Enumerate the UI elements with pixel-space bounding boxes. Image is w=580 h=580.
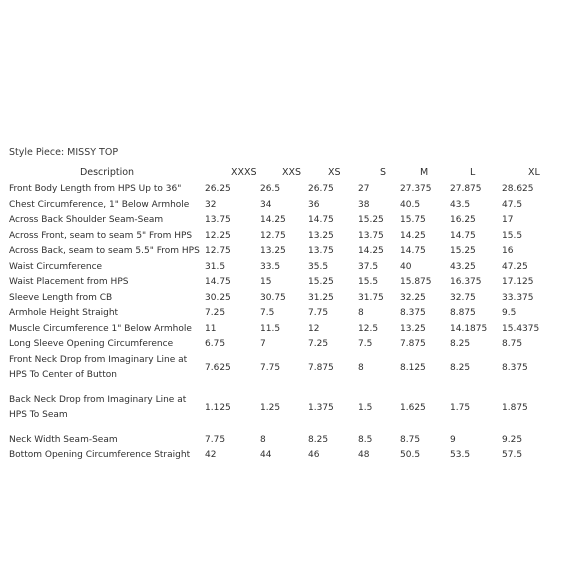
measurement-cell: 40: [400, 261, 412, 272]
measurement-cell: 7.875: [400, 339, 426, 349]
measurement-cell: 8.25: [450, 362, 471, 373]
measurement-cell: 14.75: [450, 230, 476, 241]
measurement-cell: 30.75: [260, 292, 286, 303]
measurement-cell: 15.5: [358, 277, 379, 287]
header-size-xxxs: XXXS: [231, 167, 257, 178]
measurement-cell: 14.25: [260, 215, 286, 225]
measurement-cell: 7.5: [260, 308, 275, 318]
measurement-cell: 15.25: [358, 215, 384, 225]
measurement-cell: 12.75: [260, 230, 286, 241]
header-description: Description: [79, 167, 135, 178]
measurement-cell: 33.5: [260, 261, 281, 272]
measurement-cell: 1.25: [260, 402, 281, 413]
measurement-cell: 27: [358, 184, 370, 194]
measurement-cell: 1.625: [400, 402, 426, 413]
measurement-cell: 17.125: [502, 277, 534, 287]
measurement-cell: 31.25: [308, 292, 334, 303]
style-piece-title: Style Piece: MISSY TOP: [9, 147, 119, 158]
measurement-cell: 11.5: [260, 323, 281, 334]
measurement-cell: 47.5: [502, 199, 523, 210]
measurement-cell: 33.375: [502, 292, 534, 303]
row-description: Muscle Circumference 1" Below Armhole: [9, 323, 192, 334]
table-row: [9, 353, 552, 393]
measurement-cell: 26.25: [205, 184, 231, 194]
measurement-cell: 26.5: [260, 184, 281, 194]
measurement-cell: 42: [205, 450, 217, 460]
header-size-xxs: XXS: [282, 167, 302, 178]
measurement-cell: 14.75: [205, 277, 231, 287]
measurement-cell: 15.875: [400, 277, 432, 287]
measurement-cell: 7.875: [308, 362, 334, 373]
measurement-cell: 16.25: [450, 215, 476, 225]
measurement-cell: 38: [358, 199, 370, 210]
measurement-cell: 48: [358, 450, 370, 460]
row-description: Back Neck Drop from Imaginary Line at HPS To Seam: [9, 394, 187, 420]
measurement-cell: 40.5: [400, 199, 421, 210]
measurement-cell: 12.5: [358, 323, 379, 334]
measurement-cell: 8.375: [400, 308, 426, 318]
measurement-table: [9, 167, 552, 464]
header-size-m: M: [420, 167, 429, 178]
table-row: [9, 244, 552, 260]
measurement-cell: 44: [260, 450, 272, 460]
measurement-cell: 8.5: [358, 434, 373, 445]
table-row: [9, 275, 552, 291]
measurement-cell: 32: [205, 199, 217, 210]
measurement-cell: 14.1875: [450, 323, 488, 334]
row-description: Armhole Height Straight: [9, 308, 119, 318]
table-row: [9, 337, 552, 353]
measurement-cell: 7.75: [260, 362, 281, 373]
measurement-cell: 50.5: [400, 450, 421, 460]
measurement-cell: 8.375: [502, 362, 528, 373]
measurement-cell: 35.5: [308, 261, 329, 272]
measurement-cell: 30.25: [205, 292, 231, 303]
measurement-cell: 8.25: [450, 339, 471, 349]
measurement-cell: 12: [308, 323, 320, 334]
row-description: Bottom Opening Circumference Straight: [9, 450, 191, 460]
table-row: [9, 198, 552, 214]
measurement-cell: 7: [260, 339, 266, 349]
measurement-cell: 8.125: [400, 362, 426, 373]
table-row: [9, 322, 552, 338]
measurement-cell: 9: [450, 434, 456, 445]
table-row: [9, 393, 552, 433]
measurement-cell: 12.75: [205, 246, 231, 256]
measurement-cell: 1.375: [308, 402, 334, 413]
row-description: Across Back Shoulder Seam-Seam: [9, 215, 164, 225]
measurement-cell: 15.25: [450, 246, 476, 256]
row-description: Chest Circumference, 1" Below Armhole: [9, 199, 190, 210]
table-row: [9, 213, 552, 229]
table-row: [9, 182, 552, 198]
measurement-cell: 1.125: [205, 402, 231, 413]
measurement-cell: 31.5: [205, 261, 226, 272]
measurement-cell: 8.75: [502, 339, 523, 349]
measurement-cell: 27.875: [450, 184, 482, 194]
header-row: [9, 167, 552, 182]
measurement-cell: 43.25: [450, 261, 476, 272]
table-row: [9, 448, 552, 464]
measurement-cell: 7.5: [358, 339, 373, 349]
measurement-cell: 16.375: [450, 277, 482, 287]
measurement-cell: 32.25: [400, 292, 426, 303]
measurement-cell: 57.5: [502, 450, 523, 460]
measurement-cell: 47.25: [502, 261, 528, 272]
measurement-cell: 43.5: [450, 199, 471, 210]
header-size-xl: XL: [528, 167, 540, 178]
measurement-cell: 14.75: [308, 215, 334, 225]
measurement-cell: 8: [358, 362, 364, 373]
table-row: [9, 291, 552, 307]
measurement-cell: 8: [260, 434, 266, 445]
measurement-cell: 13.25: [400, 323, 426, 334]
measurement-cell: 17: [502, 215, 514, 225]
measurement-cell: 14.75: [400, 246, 426, 256]
measurement-cell: 13.25: [308, 230, 334, 241]
measurement-cell: 1.5: [358, 402, 373, 413]
measurement-cell: 13.75: [205, 215, 231, 225]
measurement-cell: 32.75: [450, 292, 476, 303]
row-description: Across Front, seam to seam 5" From HPS: [9, 230, 193, 241]
row-description: Long Sleeve Opening Circumference: [9, 339, 174, 349]
measurement-cell: 7.625: [205, 362, 231, 373]
measurement-cell: 15.4375: [502, 323, 540, 334]
measurement-cell: 1.75: [450, 402, 471, 413]
measurement-cell: 6.75: [205, 339, 226, 349]
measurement-cell: 53.5: [450, 450, 471, 460]
measurement-cell: 36: [308, 199, 320, 210]
measurement-cell: 15.75: [400, 215, 426, 225]
measurement-cell: 15.5: [502, 230, 523, 241]
row-description: Waist Circumference: [9, 261, 103, 272]
measurement-cell: 9.5: [502, 308, 517, 318]
row-description: Waist Placement from HPS: [9, 277, 129, 287]
measurement-cell: 46: [308, 450, 320, 460]
row-description: Front Body Length from HPS Up to 36": [9, 184, 182, 194]
row-description: Neck Width Seam-Seam: [9, 434, 118, 445]
table-row: [9, 433, 552, 449]
measurement-cell: 9.25: [502, 434, 523, 445]
measurement-cell: 8.75: [400, 434, 421, 445]
measurement-cell: 28.625: [502, 184, 534, 194]
measurement-cell: 7.75: [205, 434, 226, 445]
measurement-cell: 13.75: [358, 230, 384, 241]
measurement-cell: 11: [205, 323, 217, 334]
measurement-cell: 13.75: [308, 246, 334, 256]
measurement-cell: 1.875: [502, 402, 528, 413]
measurement-cell: 8: [358, 308, 364, 318]
measurement-cell: 15: [260, 277, 272, 287]
table-row: [9, 260, 552, 276]
row-description: Across Back, seam to seam 5.5" From HPS: [9, 246, 200, 256]
measurement-cell: 14.25: [400, 230, 426, 241]
row-description: Front Neck Drop from Imaginary Line at HPS To Center of Button: [9, 354, 188, 380]
measurement-cell: 16: [502, 246, 514, 256]
header-size-l: L: [470, 167, 476, 178]
measurement-cell: 13.25: [260, 246, 286, 256]
measurement-cell: 27.375: [400, 184, 432, 194]
table-row: [9, 306, 552, 322]
measurement-cell: 7.25: [308, 339, 329, 349]
measurement-cell: 8.875: [450, 308, 476, 318]
row-description: Sleeve Length from CB: [9, 292, 113, 303]
measurement-cell: 37.5: [358, 261, 379, 272]
header-size-xs: XS: [328, 167, 341, 178]
measurement-cell: 26.75: [308, 184, 334, 194]
measurement-cell: 7.75: [308, 308, 329, 318]
table-row: [9, 229, 552, 245]
measurement-cell: 7.25: [205, 308, 226, 318]
measurement-cell: 34: [260, 199, 272, 210]
measurement-cell: 31.75: [358, 292, 384, 303]
measurement-cell: 12.25: [205, 230, 231, 241]
header-size-s: S: [380, 167, 387, 178]
measurement-cell: 8.25: [308, 434, 329, 445]
measurement-cell: 14.25: [358, 246, 384, 256]
measurement-cell: 15.25: [308, 277, 334, 287]
